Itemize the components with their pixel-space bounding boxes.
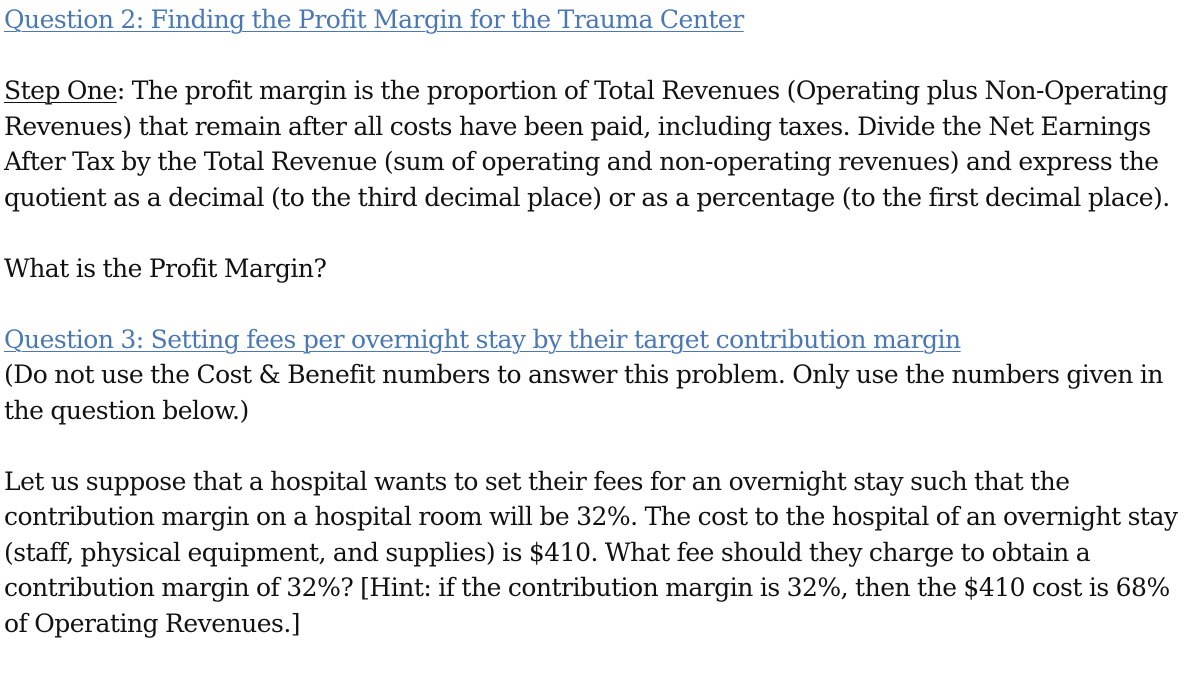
question-3-note: (Do not use the Cost & Benefit numbers to answer this problem. Only use the numbers given in the question below.) bbox=[4, 360, 1163, 425]
document-page bbox=[4, 2, 1196, 641]
question-2-section bbox=[4, 2, 1196, 38]
question-3-heading: Question 3: Setting fees per overnight stay by their target contribution margin bbox=[4, 324, 961, 354]
question-3-section bbox=[4, 322, 1196, 358]
spacer bbox=[4, 286, 1196, 322]
step-one-label: Step One bbox=[4, 76, 117, 105]
question-3-body: Let us suppose that a hospital wants to set their fees for an overnight stay such that the contribution margin on a hospital room will be 32%. The cost to the hospital of an overnight stay (staff, physical equipment, and supplies) is $410. What fee should they charge to obtain a contribution margin of 32%? [Hint: if the contribution margin is 32%, then the $410 cost is 68% of Operating Revenues.] bbox=[4, 466, 1178, 638]
question-2-heading: Question 2: Finding the Profit Margin for the Trauma Center bbox=[4, 5, 744, 34]
spacer bbox=[4, 428, 1196, 464]
step-one-paragraph bbox=[4, 73, 1196, 215]
step-one-colon: : bbox=[116, 76, 125, 105]
step-one-text: The profit margin is the proportion of Total Revenues (Operating plus Non-Operating Revenues) that remain after all costs have been paid, including taxes. Divide the Net Earnings After Tax by the Total Revenue (sum of operating and non-operating revenues) and express the quotient as a decimal (to the third decimal place) or as a percentage (to the first decimal place). bbox=[4, 76, 1170, 212]
spacer bbox=[4, 38, 1196, 74]
spacer bbox=[4, 215, 1196, 251]
profit-margin-prompt: What is the Profit Margin? bbox=[4, 253, 327, 283]
